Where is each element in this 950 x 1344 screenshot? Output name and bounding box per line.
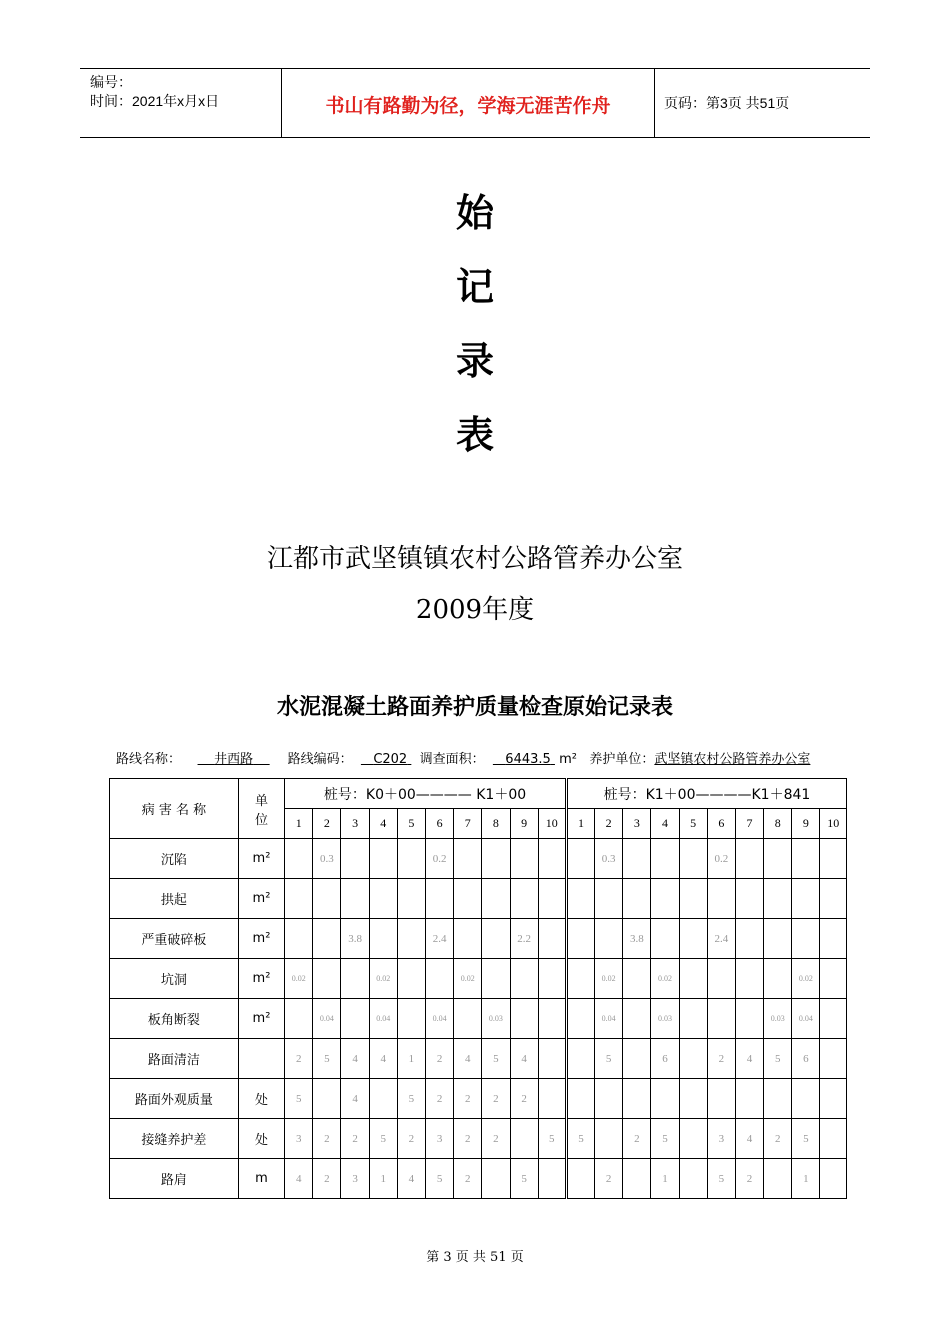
- table-row: [110, 839, 847, 879]
- disease-name: 板角断裂: [110, 999, 239, 1039]
- value-cell: [735, 1079, 763, 1119]
- value-cell: 0.2: [426, 839, 454, 879]
- disease-header: 病 害 名 称: [110, 779, 239, 839]
- column-index: 7: [735, 809, 763, 839]
- value-cell: 1: [792, 1159, 820, 1199]
- column-index: 3: [341, 809, 369, 839]
- column-index: 3: [623, 809, 651, 839]
- value-cell: [651, 1079, 679, 1119]
- value-cell: 2: [735, 1159, 763, 1199]
- value-cell: [764, 839, 792, 879]
- unit-label: 养护单位：: [589, 752, 655, 767]
- value-cell: [397, 999, 425, 1039]
- value-cell: [482, 839, 510, 879]
- cover-char: 表: [455, 413, 494, 457]
- value-cell: [426, 959, 454, 999]
- column-index: 8: [764, 809, 792, 839]
- value-cell: 0.04: [426, 999, 454, 1039]
- value-cell: 5: [397, 1079, 425, 1119]
- header-motto: 书山有路勤为径，学海无涯苦作舟: [325, 95, 611, 117]
- value-cell: [313, 959, 341, 999]
- value-cell: [454, 839, 482, 879]
- value-cell: [707, 999, 735, 1039]
- value-cell: [651, 839, 679, 879]
- form-info-line: [116, 748, 810, 767]
- table-row: [110, 1039, 847, 1079]
- column-index: 1: [285, 809, 313, 839]
- value-cell: 4: [369, 1039, 397, 1079]
- column-index: 6: [426, 809, 454, 839]
- value-cell: [820, 959, 847, 999]
- value-cell: [341, 999, 369, 1039]
- value-cell: 2: [454, 1119, 482, 1159]
- column-index: 5: [679, 809, 707, 839]
- value-cell: [707, 959, 735, 999]
- year-label: 2009年度: [415, 595, 535, 625]
- disease-name: 坑洞: [110, 959, 239, 999]
- table-row: [110, 1079, 847, 1119]
- column-index: 9: [510, 809, 538, 839]
- value-cell: 0.02: [454, 959, 482, 999]
- value-cell: 6: [651, 1039, 679, 1079]
- value-cell: 4: [341, 1079, 369, 1119]
- disease-name: 路面清洁: [110, 1039, 239, 1079]
- value-cell: 0.04: [595, 999, 623, 1039]
- page-header: [80, 68, 870, 138]
- route-name-label: 路线名称：: [116, 752, 182, 767]
- value-cell: [623, 1079, 651, 1119]
- value-cell: [285, 879, 313, 919]
- cover-char: 始: [455, 191, 494, 235]
- value-cell: 2: [510, 1079, 538, 1119]
- value-cell: [426, 879, 454, 919]
- value-cell: [454, 999, 482, 1039]
- table-row: [110, 919, 847, 959]
- value-cell: [538, 879, 566, 919]
- value-cell: [566, 1159, 594, 1199]
- value-cell: [707, 1079, 735, 1119]
- value-cell: 3: [426, 1119, 454, 1159]
- value-cell: [595, 919, 623, 959]
- value-cell: 2: [764, 1119, 792, 1159]
- value-cell: 0.04: [792, 999, 820, 1039]
- column-index: 5: [397, 809, 425, 839]
- column-index: 4: [651, 809, 679, 839]
- value-cell: [369, 1079, 397, 1119]
- value-cell: [764, 959, 792, 999]
- unit-cell: 处: [238, 1119, 284, 1159]
- disease-name: 路肩: [110, 1159, 239, 1199]
- value-cell: 4: [341, 1039, 369, 1079]
- value-cell: [369, 919, 397, 959]
- value-cell: [313, 879, 341, 919]
- value-cell: [595, 1079, 623, 1119]
- column-index: 2: [595, 809, 623, 839]
- value-cell: [623, 839, 651, 879]
- date-label: 时间：2021年x月x日: [90, 93, 220, 109]
- value-cell: 3: [285, 1119, 313, 1159]
- value-cell: 2: [623, 1119, 651, 1159]
- header-divider: [654, 69, 655, 137]
- value-cell: [313, 919, 341, 959]
- value-cell: [341, 879, 369, 919]
- table-row: [110, 1159, 847, 1199]
- cover-char: 录: [455, 339, 494, 383]
- value-cell: [623, 959, 651, 999]
- value-cell: 2: [426, 1039, 454, 1079]
- value-cell: [679, 1119, 707, 1159]
- value-cell: [735, 879, 763, 919]
- value-cell: [651, 879, 679, 919]
- form-title: 水泥混凝土路面养护质量检查原始记录表: [276, 695, 673, 720]
- value-cell: [538, 1079, 566, 1119]
- value-cell: [482, 919, 510, 959]
- value-cell: 2.2: [510, 919, 538, 959]
- value-cell: [341, 959, 369, 999]
- value-cell: [285, 839, 313, 879]
- disease-name: 接缝养护差: [110, 1119, 239, 1159]
- value-cell: [792, 1079, 820, 1119]
- column-index: 2: [313, 809, 341, 839]
- value-cell: 2.4: [707, 919, 735, 959]
- value-cell: [482, 959, 510, 999]
- value-cell: 0.04: [369, 999, 397, 1039]
- header-page-label: 页码：第3页 共51页: [664, 95, 790, 111]
- value-cell: [285, 999, 313, 1039]
- value-cell: [792, 879, 820, 919]
- column-index: 6: [707, 809, 735, 839]
- value-cell: [595, 1119, 623, 1159]
- value-cell: 2: [707, 1039, 735, 1079]
- value-cell: 0.02: [595, 959, 623, 999]
- value-cell: 5: [566, 1119, 594, 1159]
- value-cell: [538, 959, 566, 999]
- value-cell: 2: [313, 1159, 341, 1199]
- value-cell: [369, 839, 397, 879]
- value-cell: [397, 919, 425, 959]
- value-cell: [482, 1159, 510, 1199]
- value-cell: 0.02: [792, 959, 820, 999]
- value-cell: 0.02: [651, 959, 679, 999]
- value-cell: [595, 879, 623, 919]
- value-cell: 5: [651, 1119, 679, 1159]
- value-cell: 4: [454, 1039, 482, 1079]
- value-cell: [679, 839, 707, 879]
- value-cell: 3: [707, 1119, 735, 1159]
- value-cell: [820, 839, 847, 879]
- value-cell: 0.03: [651, 999, 679, 1039]
- value-cell: [764, 879, 792, 919]
- disease-name: 路面外观质量: [110, 1079, 239, 1119]
- value-cell: 2: [482, 1119, 510, 1159]
- route-code-label: 路线编码：: [287, 752, 353, 767]
- route-code-value: C202: [373, 752, 408, 767]
- value-cell: 5: [707, 1159, 735, 1199]
- area-value: 6443.5: [505, 752, 551, 767]
- value-cell: [538, 1159, 566, 1199]
- value-cell: [510, 879, 538, 919]
- cover-char: 记: [455, 265, 494, 309]
- value-cell: [679, 999, 707, 1039]
- value-cell: [566, 959, 594, 999]
- value-cell: [735, 999, 763, 1039]
- value-cell: 2: [482, 1079, 510, 1119]
- value-cell: [679, 1079, 707, 1119]
- value-cell: [820, 1039, 847, 1079]
- value-cell: [820, 1119, 847, 1159]
- header-meta: [90, 73, 219, 111]
- value-cell: 5: [764, 1039, 792, 1079]
- value-cell: [679, 959, 707, 999]
- value-cell: 0.2: [707, 839, 735, 879]
- unit-cell: m²: [238, 919, 284, 959]
- column-index: 10: [538, 809, 566, 839]
- value-cell: [538, 839, 566, 879]
- table-row: [110, 959, 847, 999]
- value-cell: 5: [510, 1159, 538, 1199]
- unit-cell: m²: [238, 879, 284, 919]
- value-cell: 2: [341, 1119, 369, 1159]
- value-cell: 1: [397, 1039, 425, 1079]
- value-cell: [735, 959, 763, 999]
- value-cell: 6: [792, 1039, 820, 1079]
- value-cell: 2.4: [426, 919, 454, 959]
- value-cell: [820, 1159, 847, 1199]
- pile-range-2: 桩号：K1＋00————K1＋841: [566, 779, 846, 809]
- value-cell: 2: [313, 1119, 341, 1159]
- disease-name: 拱起: [110, 879, 239, 919]
- value-cell: [566, 879, 594, 919]
- value-cell: [510, 959, 538, 999]
- column-index: 10: [820, 809, 847, 839]
- value-cell: [341, 839, 369, 879]
- value-cell: [313, 1079, 341, 1119]
- value-cell: 2: [397, 1119, 425, 1159]
- value-cell: 5: [538, 1119, 566, 1159]
- value-cell: 4: [735, 1039, 763, 1079]
- area-label: 调查面积：: [419, 752, 485, 767]
- value-cell: 3: [341, 1159, 369, 1199]
- value-cell: [566, 839, 594, 879]
- value-cell: 4: [397, 1159, 425, 1199]
- value-cell: 5: [595, 1039, 623, 1079]
- value-cell: [679, 1159, 707, 1199]
- value-cell: [397, 959, 425, 999]
- value-cell: 2: [454, 1159, 482, 1199]
- value-cell: [397, 839, 425, 879]
- value-cell: [820, 1079, 847, 1119]
- value-cell: [764, 1159, 792, 1199]
- column-index: 7: [454, 809, 482, 839]
- value-cell: 3.8: [341, 919, 369, 959]
- value-cell: 4: [285, 1159, 313, 1199]
- value-cell: [820, 879, 847, 919]
- value-cell: [764, 919, 792, 959]
- column-index: 1: [566, 809, 594, 839]
- value-cell: [482, 879, 510, 919]
- value-cell: [397, 879, 425, 919]
- value-cell: [679, 1039, 707, 1079]
- value-cell: 2: [595, 1159, 623, 1199]
- pile-range-1: 桩号：K0＋00———— K1＋00: [285, 779, 567, 809]
- value-cell: [820, 919, 847, 959]
- value-cell: [538, 919, 566, 959]
- value-cell: [510, 839, 538, 879]
- value-cell: [510, 999, 538, 1039]
- pile-header-row: [110, 779, 847, 809]
- value-cell: 2: [285, 1039, 313, 1079]
- value-cell: [285, 919, 313, 959]
- value-cell: 5: [369, 1119, 397, 1159]
- unit-cell: m²: [238, 959, 284, 999]
- value-cell: [735, 919, 763, 959]
- value-cell: [679, 879, 707, 919]
- value-cell: [566, 1039, 594, 1079]
- inspection-table: [109, 778, 847, 1199]
- column-index: 4: [369, 809, 397, 839]
- value-cell: [566, 1079, 594, 1119]
- disease-name: 严重破碎板: [110, 919, 239, 959]
- value-cell: 4: [735, 1119, 763, 1159]
- value-cell: [538, 999, 566, 1039]
- value-cell: [369, 879, 397, 919]
- value-cell: 4: [510, 1039, 538, 1079]
- value-cell: [454, 919, 482, 959]
- unit-cell: m²: [238, 839, 284, 879]
- value-cell: 1: [651, 1159, 679, 1199]
- value-cell: 5: [285, 1079, 313, 1119]
- unit-cell: m²: [238, 999, 284, 1039]
- value-cell: [566, 919, 594, 959]
- value-cell: [623, 1159, 651, 1199]
- unit-cell: 处: [238, 1079, 284, 1119]
- route-name-value: 井西路: [214, 752, 254, 767]
- value-cell: 1: [369, 1159, 397, 1199]
- unit-value: 武坚镇农村公路管养办公室: [654, 752, 811, 767]
- value-cell: 0.03: [482, 999, 510, 1039]
- value-cell: [792, 839, 820, 879]
- value-cell: [764, 1079, 792, 1119]
- unit-header: 单 位: [238, 779, 284, 839]
- value-cell: [454, 879, 482, 919]
- value-cell: 5: [313, 1039, 341, 1079]
- value-cell: [623, 879, 651, 919]
- value-cell: 0.03: [764, 999, 792, 1039]
- value-cell: 2: [426, 1079, 454, 1119]
- value-cell: [623, 999, 651, 1039]
- value-cell: [623, 1039, 651, 1079]
- value-cell: 5: [482, 1039, 510, 1079]
- page-footer: 第 3 页 共 51 页: [426, 1250, 524, 1265]
- value-cell: [707, 879, 735, 919]
- value-cell: 0.3: [595, 839, 623, 879]
- value-cell: [510, 1119, 538, 1159]
- value-cell: 3.8: [623, 919, 651, 959]
- value-cell: 5: [426, 1159, 454, 1199]
- code-label: 编号：: [90, 74, 132, 90]
- value-cell: 0.02: [285, 959, 313, 999]
- value-cell: 5: [792, 1119, 820, 1159]
- disease-name: 沉陷: [110, 839, 239, 879]
- value-cell: [820, 999, 847, 1039]
- value-cell: 2: [454, 1079, 482, 1119]
- column-index: 9: [792, 809, 820, 839]
- table-row: [110, 1119, 847, 1159]
- unit-cell: [238, 1039, 284, 1079]
- table-row: [110, 999, 847, 1039]
- column-index: 8: [482, 809, 510, 839]
- value-cell: [792, 919, 820, 959]
- value-cell: 0.3: [313, 839, 341, 879]
- value-cell: 0.04: [313, 999, 341, 1039]
- table-row: [110, 879, 847, 919]
- area-unit: m²: [559, 752, 577, 767]
- value-cell: [679, 919, 707, 959]
- value-cell: [566, 999, 594, 1039]
- value-cell: [538, 1039, 566, 1079]
- organization-name: 江都市武坚镇镇农村公路管养办公室: [266, 544, 683, 574]
- value-cell: [651, 919, 679, 959]
- value-cell: [735, 839, 763, 879]
- value-cell: 0.02: [369, 959, 397, 999]
- unit-cell: m: [238, 1159, 284, 1199]
